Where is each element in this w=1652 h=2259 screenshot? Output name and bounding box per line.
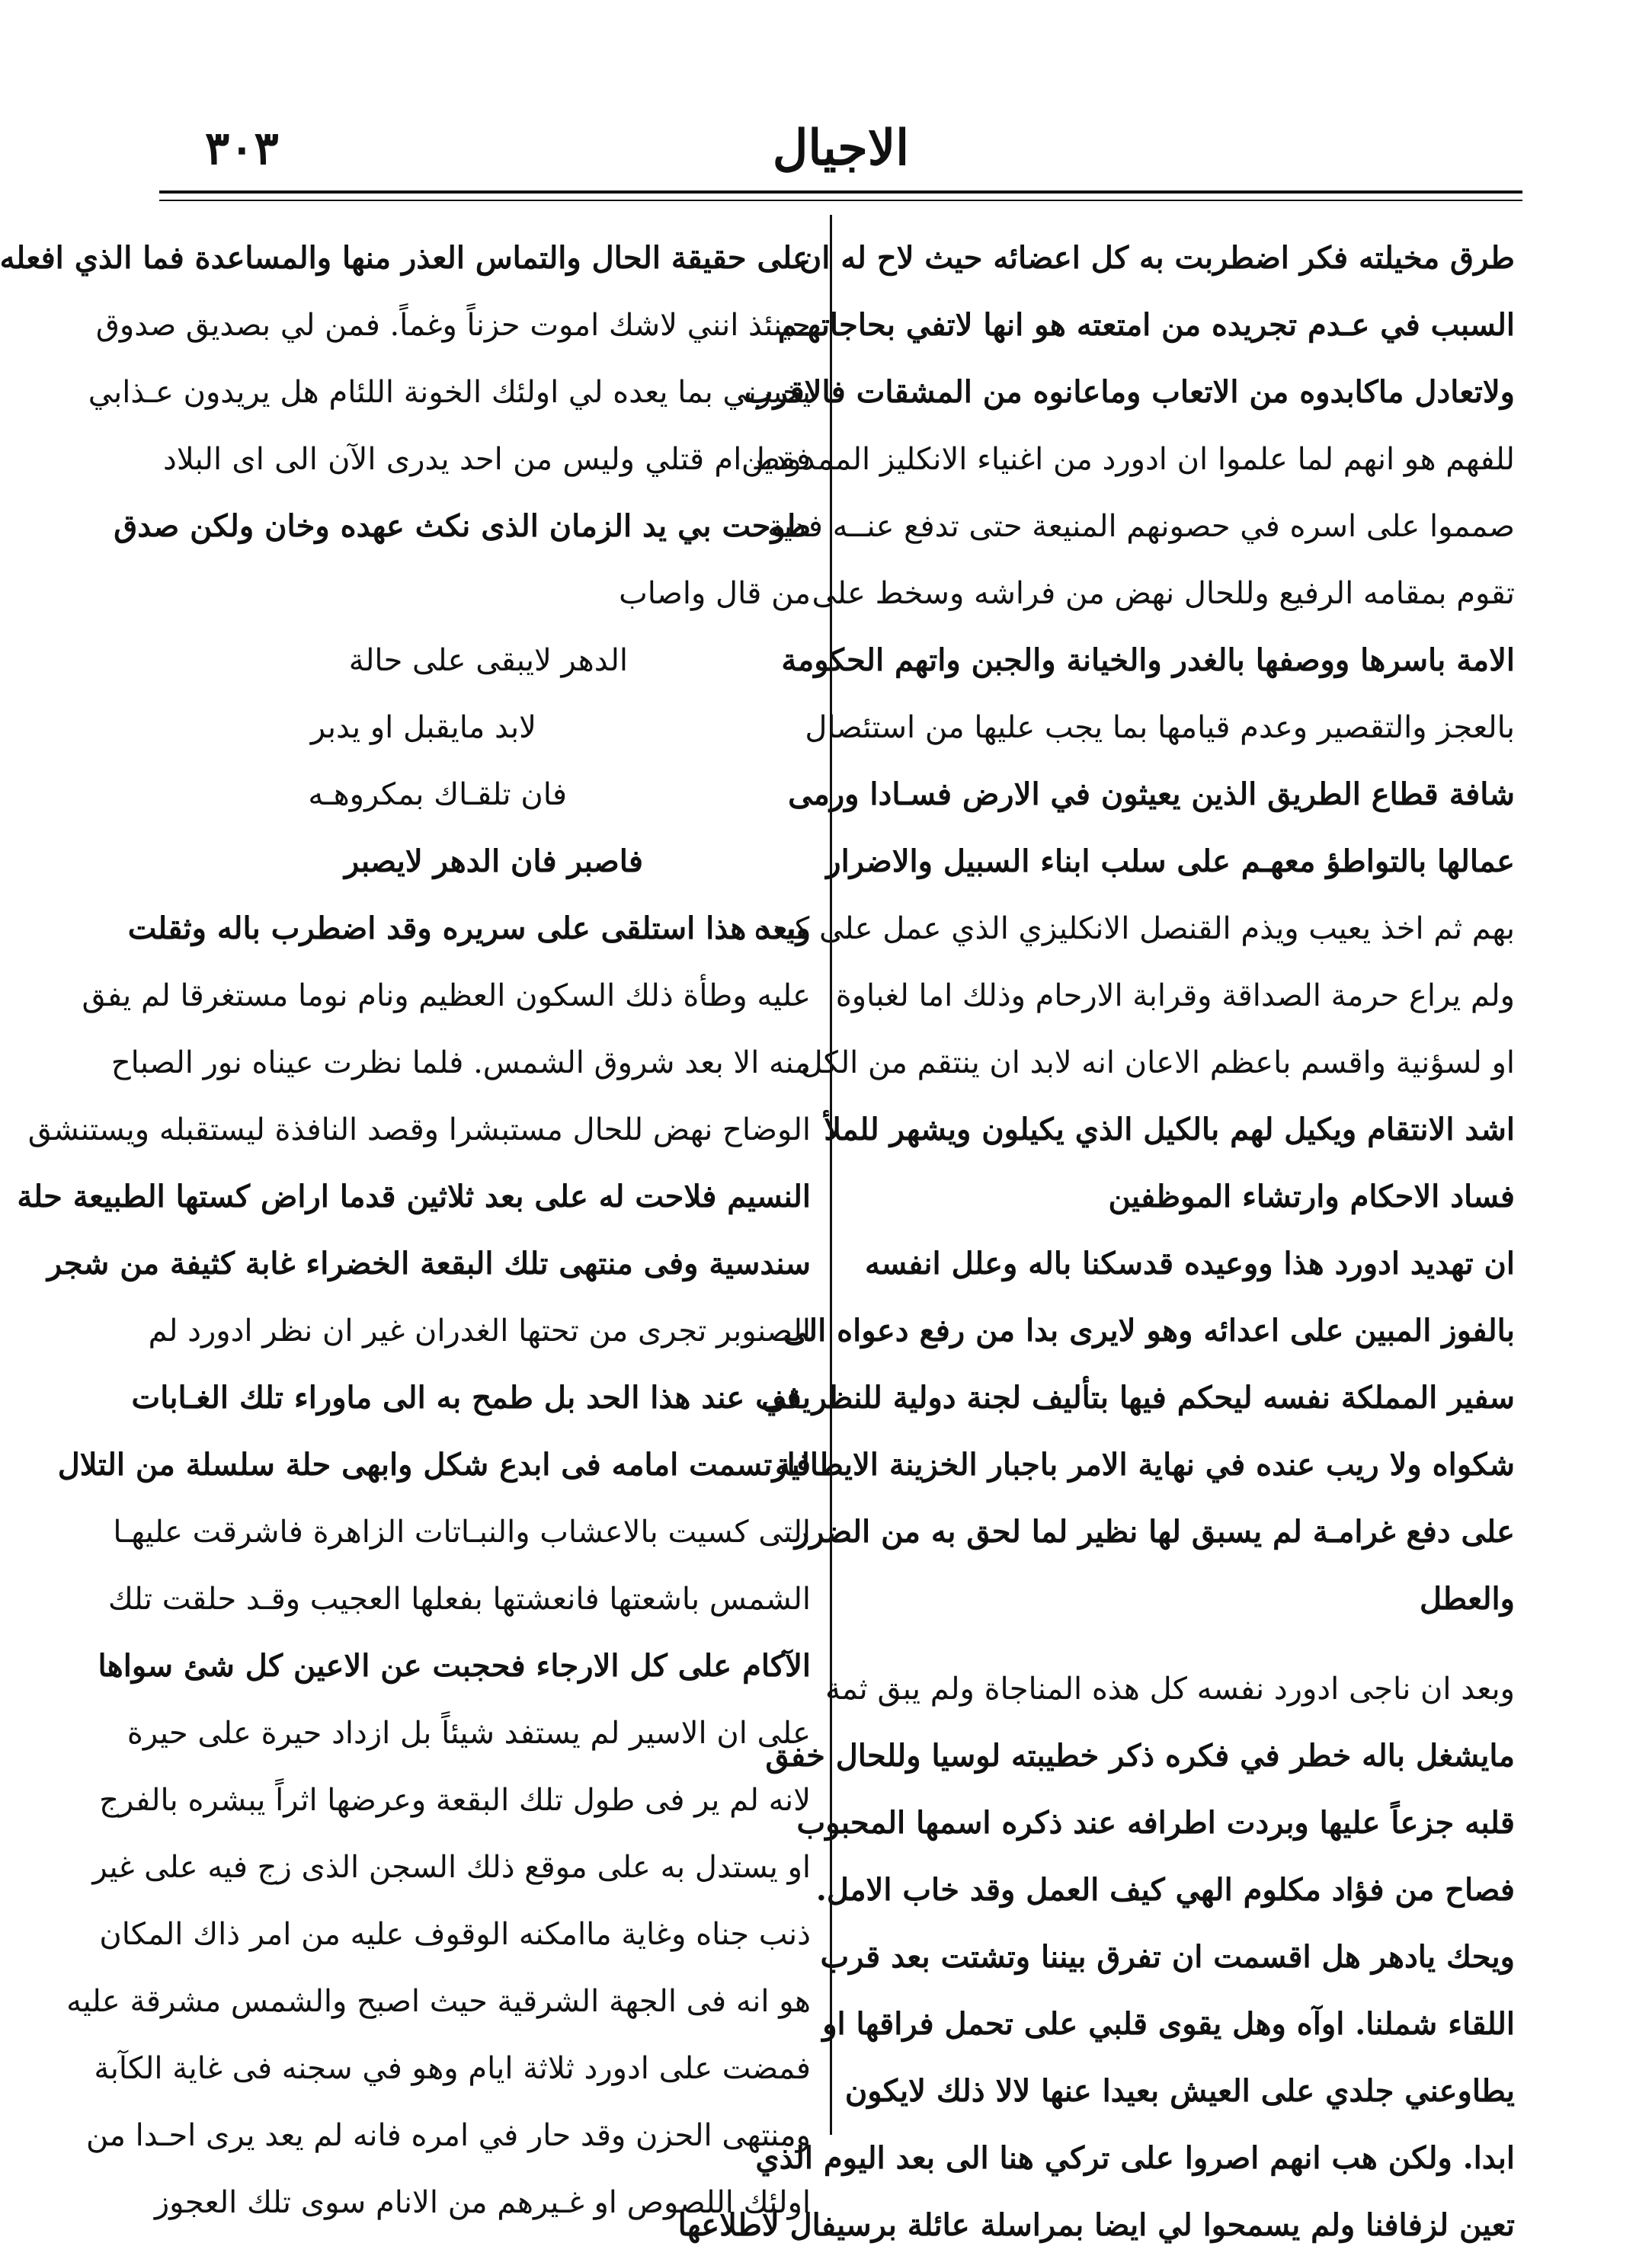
text-line: ومنتهى الحزن وقد حار في امره فانه لم يعد يرى احـدا من [86, 2118, 811, 2153]
text-line: ذنب جناه وغاية ماامكنه الوقوف عليه من امر ذاك المكان [99, 1917, 811, 1952]
text-line: او يستدل به على موقع ذلك السجن الذى زج فيه على غير [92, 1850, 811, 1885]
text-line: بالعجز والتقصير وعدم قيامها بما يجب عليها من استئصال [805, 710, 1515, 745]
text-line: حينئذ انني لاشك اموت حزناً وغماً. فمن لي بصديق صدوق [95, 308, 811, 343]
text-line: وبعد هذا استلقى على سريره وقد اضطرب باله وثقلت [127, 910, 811, 946]
text-line: الامة باسرها ووصفها بالغدر والخيانة والجبن واتهم الحكومة [781, 642, 1515, 678]
text-line: شافة قطاع الطريق الذين يعيثون في الارض فسـادا ورمى [788, 776, 1515, 812]
text-line: طوحت بي يد الزمان الذى نكث عهده وخان ولكن صدق [114, 508, 811, 544]
text-line: عمالها بالتواطؤ معهـم على سلب ابناء السبيل والاضرار [826, 843, 1515, 879]
text-line: سفير المملكة نفسه ليحكم فيها بتأليف لجنة دولية للنظر في [761, 1380, 1515, 1416]
text-line: على دفع غرامـة لم يسبق لها نظير لما لحق به من الضرر [794, 1514, 1515, 1550]
text-line: بالفوز المبين على اعدائه وهو لايرى بدا من رفع دعواه الى [783, 1313, 1515, 1349]
text-line: فمضت على ادورد ثلاثة ايام وهو في سجنه فى غاية الكآبة [94, 2051, 811, 2086]
text-line: شكواه ولا ريب عنده في نهاية الامر باجبار الخزينة الايطالية [775, 1447, 1515, 1483]
text-line: السبب في عـدم تجريده من امتعته هو انها لاتفي بحاجاتهـم [778, 307, 1515, 343]
text-line: فساد الاحكام وارتشاء الموظفين [1108, 1179, 1515, 1214]
text-line: من قال واصاب [619, 576, 811, 611]
text-line: الصنوبر تجرى من تحتها الغدران غير ان نظر ادورد لم [148, 1313, 811, 1349]
text-line: يخبرني بما يعده لي اولئك الخونة اللئام هل يريدون عـذابي [88, 375, 811, 410]
text-line: تعين لزفافنا ولم يسمحوا لي ايضا بمراسلة عائلة برسيفال لاطلاعها [677, 2207, 1515, 2243]
text-line: قلبه جزعاً عليها وبردت اطرافه عند ذكره اسمها المحبوب [796, 1805, 1515, 1841]
text-line: التى كسيت بالاعشاب والنبـاتات الزاهرة فاشرقت عليهـا [113, 1515, 811, 1550]
text-line: على حقيقة الحال والتماس العذر منها والمساعدة فما الذي افعله [0, 240, 811, 276]
page-header [159, 114, 1522, 183]
text-line: يقف عند هذا الحد بل طمح به الى ماوراء تلك الغـابات [131, 1380, 811, 1416]
text-line: النسيم فلاحت له على بعد ثلاثين قدما اراض كستها الطبيعة حلة [17, 1179, 811, 1214]
text-line: يطاوعني جلدي على العيش بعيدا عنها لالا ذلك لايكون [844, 2073, 1515, 2109]
text-line: الآكام على كل الارجاء فحجبت عن الاعين كل شئ سواها [98, 1648, 811, 1684]
text-line: ويحك يادهر هل اقسمت ان تفرق بيننا وتشتت بعد قرب [820, 1939, 1515, 1975]
poem-verse: فاصبر فان الدهر لايصبر [344, 843, 643, 879]
text-line: ابدا. ولكن هب انهم اصروا على تركي هنا الى بعد اليوم الذي [755, 2140, 1515, 2176]
text-line: سندسية وفى منتهى تلك البقعة الخضراء غابة كثيفة من شجر [46, 1246, 811, 1281]
text-line: بهم ثم اخذ يعيب ويذم القنصل الانكليزي الذي عمل على كيده [754, 911, 1515, 946]
text-line: عليه وطأة ذلك السكون العظيم ونام نوما مستغرقا لم يفق [82, 978, 811, 1013]
text-line: طرق مخيلته فكر اضطربت به كل اعضائه حيث لاح له ان [799, 240, 1515, 276]
header-rule-thick [159, 190, 1522, 194]
page-number: ٣٠٣ [205, 122, 279, 175]
text-line: صمموا على اسره في حصونهم المنيعة حتى تدفع عنــه فدية [767, 509, 1515, 544]
text-line: فصاح من فؤاد مكلوم الهي كيف العمل وقد خاب الامل. [815, 1872, 1515, 1908]
poem-verse: الدهر لايبقى على حالة [348, 643, 628, 678]
text-line: هو انه فى الجهة الشرقية حيث اصبح والشمس مشرقة عليه [66, 1984, 811, 2019]
text-line: والعطل [1419, 1581, 1515, 1617]
page-title: الاجيال [772, 120, 910, 177]
paragraph-gap [867, 1633, 1515, 1656]
left-column [0, 225, 811, 2236]
text-line: منه الا بعد شروق الشمس. فلما نظرت عيناه نور الصباح [110, 1045, 811, 1080]
poem-verse: لابد مايقبل او يدبر [310, 710, 536, 745]
text-line: لانه لم ير فى طول تلك البقعة وعرضها اثراً يبشره بالفرج [99, 1783, 811, 1818]
text-line: ان تهديد ادورد هذا ووعيده قدسكنا باله وعلل انفسه [865, 1246, 1515, 1281]
text-line: فارتسمت امامه فى ابدع شكل وابهى حلة سلسلة من التلال [57, 1447, 811, 1483]
text-line: مايشغل باله خطر في فكره ذكر خطيبته لوسيا وللحال خفق [765, 1738, 1515, 1774]
text-line: تقوم بمقامه الرفيع وللحال نهض من فراشه وسخط على [812, 576, 1515, 611]
text-line: الوضاح نهض للحال مستبشرا وقصد النافذة ليستقبله ويستنشق [27, 1112, 811, 1147]
text-line: اشد الانتقام ويكيل لهم بالكيل الذي يكيلون ويشهر للملأ [824, 1112, 1515, 1147]
text-line: وبعد ان ناجى ادورد نفسه كل هذه المناجاة ولم يبق ثمة [825, 1672, 1515, 1707]
poem-verse: فان تلقـاك بمكروهـه [308, 777, 567, 812]
header-rule-thin [159, 200, 1522, 201]
text-line: اولئك اللصوص او غـيرهم من الانام سوى تلك العجوز [154, 2185, 811, 2220]
text-line: على ان الاسير لم يستفد شيئاً بل ازداد حيرة على حيرة [126, 1716, 811, 1751]
text-line: اللقاء شملنا. اوآه وهل يقوى قلبي على تحمل فراقها او [822, 2006, 1515, 2042]
text-line: ولاتعادل ماكابدوه من الاتعاب وماعانوه من المشقات فالاقرب [744, 374, 1515, 410]
text-line: فقط ام قتلي وليس من احد يدرى الآن الى اى البلاد [163, 442, 811, 477]
text-line: للفهم هو انهم لما علموا ان ادورد من اغنياء الانكليز الممدودين [741, 442, 1515, 477]
text-line: الشمس باشعتها فانعشتها بفعلها العجيب وقـد حلقت تلك [107, 1582, 811, 1617]
text-line: او لسؤنية واقسم باعظم الاعان انه لابد ان ينتقم من الكل [800, 1045, 1515, 1080]
text-line: ولم يراع حرمة الصداقة وقرابة الارحام وذلك اما لغباوة [835, 978, 1515, 1013]
